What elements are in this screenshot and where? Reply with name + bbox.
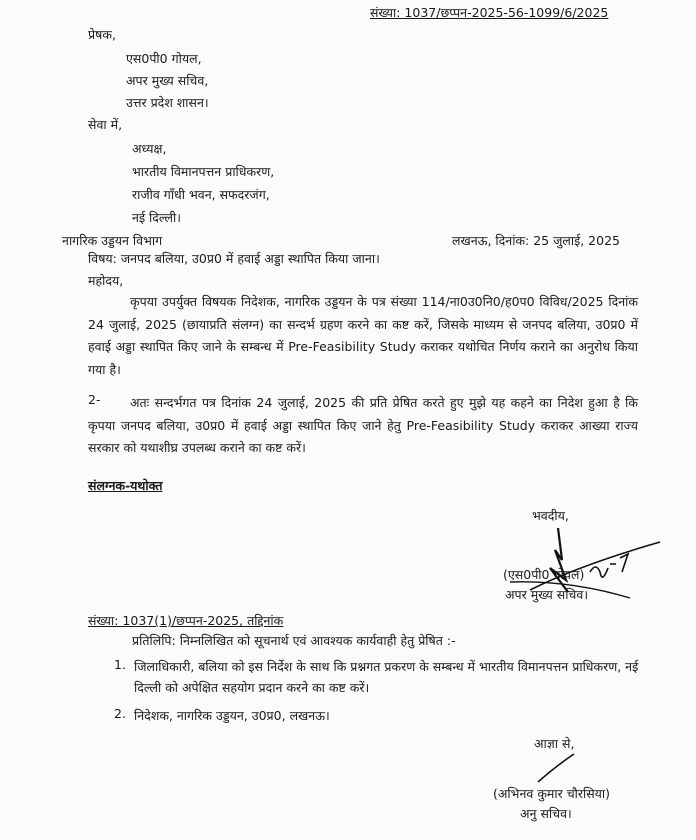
recipient-city: नई दिल्ली।: [132, 210, 182, 225]
recipient-org: भारतीय विमानपत्तन प्राधिकरण,: [132, 164, 275, 179]
sender-name: एस0पी0 गोयल,: [126, 51, 202, 66]
department: नागरिक उड्डयन विभाग: [62, 233, 163, 248]
by-order: आज्ञा से,: [534, 736, 575, 751]
enclosure-label: संलग्नक-यथोक्त: [88, 478, 163, 493]
paragraph-2-number: 2-: [88, 392, 101, 407]
paragraph-1: [88, 291, 638, 381]
sender-label: प्रेषक,: [88, 27, 116, 42]
recipient-address: राजीव गाँधी भवन, सफदरजंग,: [132, 187, 270, 202]
closing-salutation: भवदीय,: [532, 508, 569, 523]
signatory-name: (एस0पी0 गोयल): [503, 567, 585, 582]
recipient-label: सेवा में,: [88, 117, 123, 132]
subject: विषय: जनपद बलिया, उ0प्र0 में हवाई अड्डा स्थापित किया जाना।: [88, 251, 380, 266]
salutation: महोदय,: [88, 273, 124, 288]
signatory-designation: अपर मुख्य सचिव।: [505, 587, 589, 602]
paragraph-1-text: कृपया उपर्युक्त विषयक निदेशक, नागरिक उड्डयन के पत्र संख्या 114/ना0उ0नि0/ह0प0 विविध/2025 दिनांक 24 जुलाई, 2025 (छायाप्रति संलग्न) का सन्दर्भ ग्रहण करने का कष्ट करें, जिसके माध्यम से जनपद बलिया, उ0प्र0 में हवाई अड्डा स्थापित किए जाने के सम्बन्ध में Pre-Feasibility Study कराकर यथोचित निर्णय कराने का अनुरोध किया गया है।: [88, 294, 638, 377]
recipient-title: अध्यक्ष,: [132, 141, 167, 156]
paragraph-2: [88, 392, 638, 460]
copy-item: निदेशक, नागरिक उड्डयन, उ0प्र0, लखनऊ।: [134, 708, 330, 723]
sender-office: उत्तर प्रदेश शासन।: [126, 95, 209, 110]
copy-item: जिलाधिकारी, बलिया को इस निर्देश के साथ कि प्रश्नगत प्रकरण के सम्बन्ध में भारतीय विमानपत्तन प्राधिकरण, नई दिल्ली को अपेक्षित सहयोग प्रदान करने का कष्ट करें।: [134, 659, 639, 695]
initials-icon: [534, 752, 584, 786]
undersecretary-designation: अनु सचिव।: [520, 806, 572, 821]
place-date: लखनऊ, दिनांक: 25 जुलाई, 2025: [452, 233, 620, 248]
paragraph-2-text: अतः सन्दर्भगत पत्र दिनांक 24 जुलाई, 2025 की प्रति प्रेषित करते हुए मुझे यह कहने का निदेश हुआ है कि कृपया जनपद बलिया, उ0प्र0 में हवाई अड्डा स्थापित किए जाने हेतु Pre-Feasibility Study कराकर आख्या राज्य सरकार को यथाशीघ्र उपलब्ध कराने का कष्ट करें।: [88, 395, 638, 455]
sender-designation: अपर मुख्य सचिव,: [126, 73, 209, 88]
copy-item-number: 1.: [114, 657, 126, 672]
copy-intro: प्रतिलिपि: निम्नलिखित को सूचनार्थ एवं आवश्यक कार्यवाही हेतु प्रेषित :-: [132, 633, 456, 648]
copy-item-number: 2.: [114, 706, 126, 721]
copy-reference: संख्या: 1037(1)/छप्पन-2025, तद्दिनांक: [88, 613, 284, 628]
reference-number: संख्या: 1037/छप्पन-2025-56-1099/6/2025: [370, 5, 609, 20]
undersecretary-name: (अभिनव कुमार चौरसिया): [493, 786, 611, 801]
